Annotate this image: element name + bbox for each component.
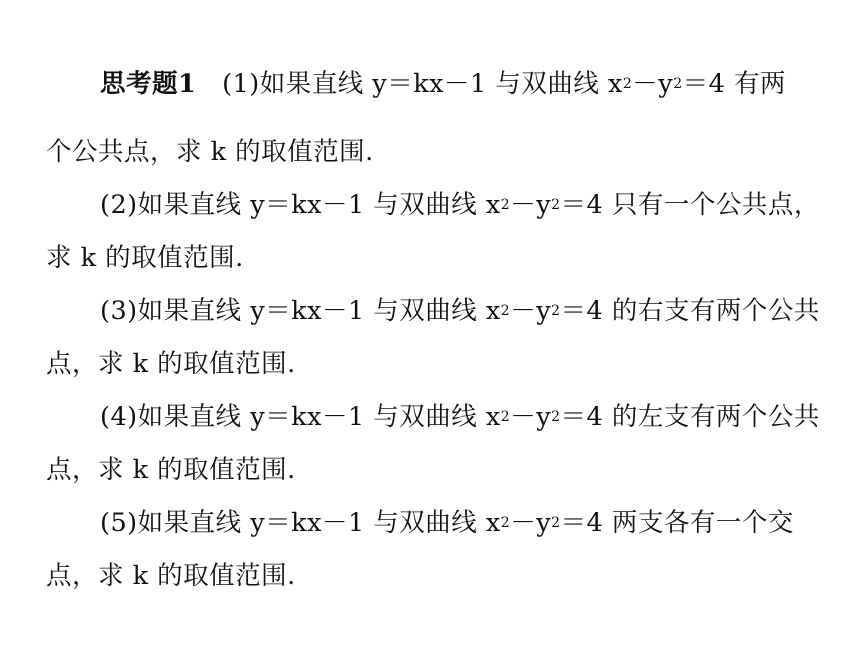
question-1-text-c: ＝4 有两 xyxy=(682,69,786,99)
question-2-text-a: 如果直线 y＝kx－1 与双曲线 x xyxy=(137,190,501,220)
question-4-number: (4) xyxy=(100,402,138,432)
exponent: 2 xyxy=(551,197,561,213)
question-1-line-2: 个公共点，求 k 的取值范围. xyxy=(46,137,374,167)
question-3-text-b: －y xyxy=(510,296,552,326)
exponent: 2 xyxy=(673,76,683,92)
question-2-text-b: －y xyxy=(510,190,552,220)
question-1-text-a: 如果直线 y＝kx－1 与双曲线 x xyxy=(259,69,623,99)
question-3-number: (3) xyxy=(100,296,138,326)
question-5-text-a: 如果直线 y＝kx－1 与双曲线 x xyxy=(137,508,501,538)
question-4-line-1 xyxy=(100,401,820,433)
question-5-text-b: －y xyxy=(510,508,552,538)
exponent: 2 xyxy=(500,303,511,319)
exponent: 2 xyxy=(500,409,511,425)
question-2-number: (2) xyxy=(100,190,138,220)
question-1-line-1 xyxy=(100,68,816,100)
problem-title: 思考题1 xyxy=(100,69,197,99)
question-4-text-a: 如果直线 y＝kx－1 与双曲线 x xyxy=(137,402,501,432)
exponent: 2 xyxy=(622,76,633,92)
exponent: 2 xyxy=(551,303,561,319)
question-3-line-1 xyxy=(100,295,820,327)
exponent: 2 xyxy=(500,197,511,213)
exponent: 2 xyxy=(551,409,561,425)
question-5-line-1 xyxy=(100,507,816,539)
question-3-text-c: ＝4 的右支有两个公共 xyxy=(560,296,820,326)
exponent: 2 xyxy=(500,515,511,531)
question-2-line-1 xyxy=(100,189,820,221)
question-5-line-2: 点，求 k 的取值范围. xyxy=(46,561,296,591)
question-2-line-2: 求 k 的取值范围. xyxy=(46,243,244,273)
question-4-text-c: ＝4 的左支有两个公共 xyxy=(560,402,820,432)
question-3-text-a: 如果直线 y＝kx－1 与双曲线 x xyxy=(137,296,501,326)
question-4-line-2: 点，求 k 的取值范围. xyxy=(46,455,296,485)
question-1-number: (1) xyxy=(222,69,260,99)
question-5-text-c: ＝4 两支各有一个交 xyxy=(560,508,794,538)
question-2-text-c: ＝4 只有一个公共点， xyxy=(560,190,820,220)
question-4-text-b: －y xyxy=(510,402,552,432)
question-1-text-b: －y xyxy=(632,69,674,99)
exponent: 2 xyxy=(551,515,561,531)
question-5-number: (5) xyxy=(100,508,138,538)
question-3-line-2: 点，求 k 的取值范围. xyxy=(46,349,296,379)
